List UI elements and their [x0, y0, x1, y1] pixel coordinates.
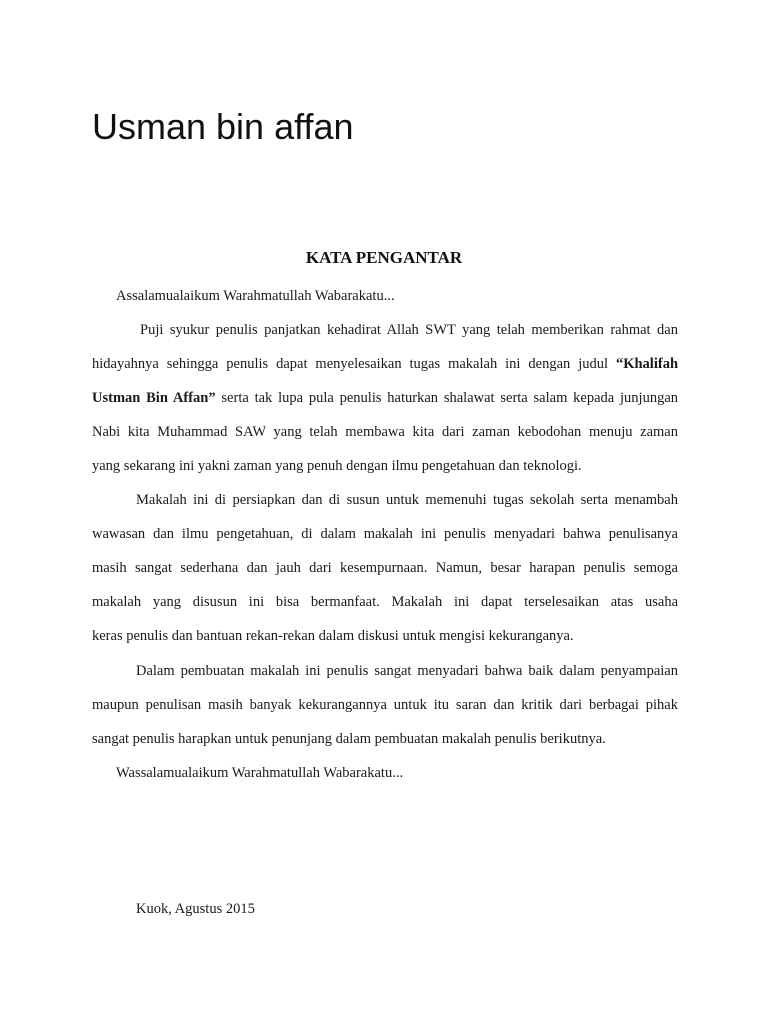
- paragraph-3-line-1: Dalam pembuatan makalah ini penulis sangat menyadari bahwa baik dalam penyampaian: [136, 663, 678, 679]
- paragraph-1-line-1: Puji syukur penulis panjatkan kehadirat Allah SWT yang telah memberikan rahmat dan: [140, 322, 678, 338]
- paragraph-1-line-3: [92, 388, 678, 408]
- book-title-part-1: “Khalifah: [615, 356, 679, 372]
- greeting-line: Assalamualaikum Warahmatullah Wabarakatu...: [116, 288, 395, 304]
- section-heading: KATA PENGANTAR: [305, 248, 463, 267]
- paragraph-2-line-2: wawasan dan ilmu pengetahuan, di dalam makalah ini penulis menyadari bahwa penulisanya: [92, 526, 678, 542]
- paragraph-2-line-1: Makalah ini di persiapkan dan di susun untuk memenuhi tugas sekolah serta menambah: [136, 492, 678, 508]
- paragraph-2-line-5: keras penulis dan bantuan rekan-rekan dalam diskusi untuk mengisi kekuranganya.: [92, 628, 574, 644]
- paragraph-2-line-3: masih sangat sederhana dan jauh dari kesempurnaan. Namun, besar harapan penulis semoga: [92, 560, 678, 576]
- paragraph-1-line-2: [92, 354, 678, 374]
- paragraph-3-line-2: maupun penulisan masih banyak kekurangannya untuk itu saran dan kritik dari berbagai pihak: [92, 697, 678, 713]
- paragraph-1-line-4: Nabi kita Muhammad SAW yang telah membawa kita dari zaman kebodohan menuju zaman: [92, 424, 678, 440]
- paragraph-3-line-3: sangat penulis harapkan untuk penunjang dalam pembuatan makalah penulis berikutnya.: [92, 731, 606, 747]
- paragraph-1-line-2-text: hidayahnya sehingga penulis dapat menyelesaikan tugas makalah ini dengan judul: [92, 356, 609, 372]
- paragraph-1-line-3-text: serta tak lupa pula penulis haturkan shalawat serta salam kepada junjungan: [221, 390, 679, 406]
- paragraph-1-line-5: yang sekarang ini yakni zaman yang penuh dengan ilmu pengetahuan dan teknologi.: [92, 458, 582, 474]
- paragraph-2-line-4: makalah yang disusun ini bisa bermanfaat. Makalah ini dapat terselesaikan atas usaha: [92, 594, 678, 610]
- place-date: Kuok, Agustus 2015: [136, 901, 255, 917]
- farewell-line: Wassalamualaikum Warahmatullah Wabarakatu...: [116, 765, 404, 781]
- document-title: Usman bin affan: [92, 106, 354, 147]
- book-title-part-2: Ustman Bin Affan”: [92, 390, 216, 406]
